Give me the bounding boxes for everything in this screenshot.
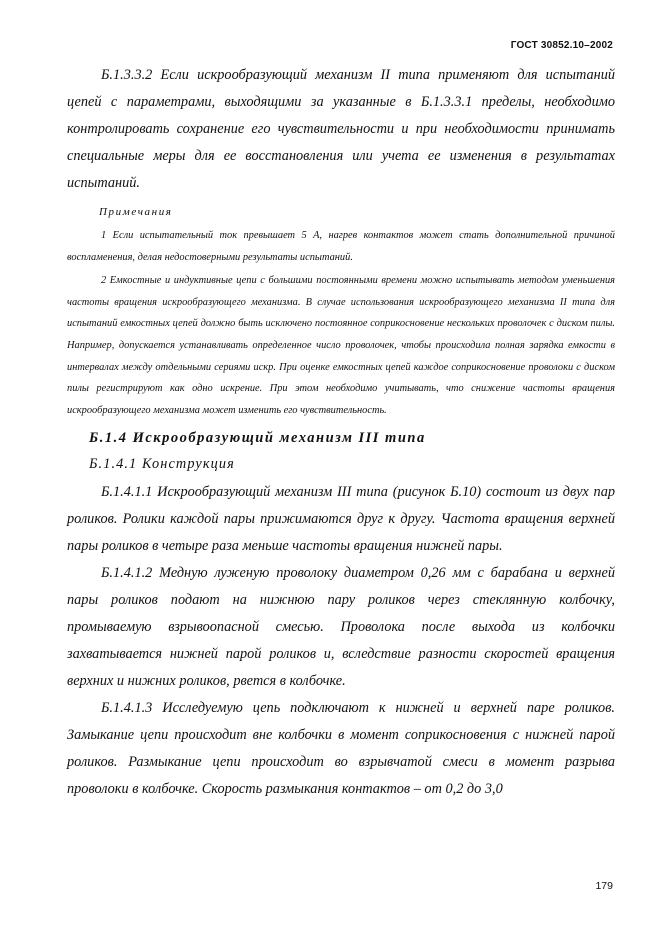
page-body (67, 62, 615, 803)
paragraph-b1412: Б.1.4.1.2 Медную луженую проволоку диаметром 0,26 мм с барабана и верхней пары роликов подают на нижнюю пару роликов через стеклянную колбочку, промываемую взрывоопасной смесью. Проволока после выхода из колбочки захватывается нижней парой роликов и, вследствие разности скоростей вращения верхних и нижних роликов, рвется в колбочке. (67, 565, 615, 690)
page-number: 179 (595, 880, 613, 892)
paragraph-b1413: Б.1.4.1.3 Исследуемую цепь подключают к нижней и верхней паре роликов. Замыкание цепи происходит вне колбочки в момент соприкосновения с нижней парой роликов. Размыкание цепи происходит во взрывчатой смеси в момент разрыва проволоки в колбочке. Скорость размыкания контактов – от 0,2 до 3,0 (67, 700, 615, 798)
section-heading-b14: Б.1.4 Искрообразующий механизм III типа (89, 430, 426, 447)
document-header: ГОСТ 30852.10–2002 (510, 40, 613, 51)
notes-heading: Примечания (99, 206, 173, 218)
subsection-heading-b141: Б.1.4.1 Конструкция (89, 456, 235, 473)
paragraph-b1332: Б.1.3.3.2 Если искрообразующий механизм II типа применяют для испытаний цепей с параметрами, выходящими за указанные в Б.1.3.3.1 пределы, необходимо контролировать сохранение его чувствительности и при необходимости принимать специальные меры для ее восстановления или учета ее изменения в результатах испытаний. (67, 67, 615, 191)
paragraph-b1411: Б.1.4.1.1 Искрообразующий механизм III типа (рисунок Б.10) состоит из двух пар роликов. Ролики каждой пары прижимаются друг к другу. Частота вращения верхней пары роликов в четыре раза меньше частоты вращения нижней пары. (67, 484, 615, 555)
note-2: 2 Емкостные и индуктивные цепи с большими постоянными времени можно испытывать методом уменьшения частоты вращения искрообразующего механизма. В случае использования искрообразующего механизма II типа для испытаний емкостных цепей должно быть исключено постоянное соприкосновение нескольких проволочек с диском пилы. Например, допускается устанавливать определенное число проволочек, чтобы происходила полная зарядка емкости в интервалах между отдельными сериями искр. При оценке емкостных цепей каждое соприкосновение проволоки с диском пилы регистрируют как одно искрение. При этом необходимо учитывать, что снижение частоты вращения искрообразующего механизма может изменить его чувствительность. (67, 275, 615, 416)
note-1: 1 Если испытательный ток превышает 5 А, нагрев контактов может стать дополнительной причиной воспламенения, делая недостоверными результаты испытаний. (67, 230, 615, 263)
